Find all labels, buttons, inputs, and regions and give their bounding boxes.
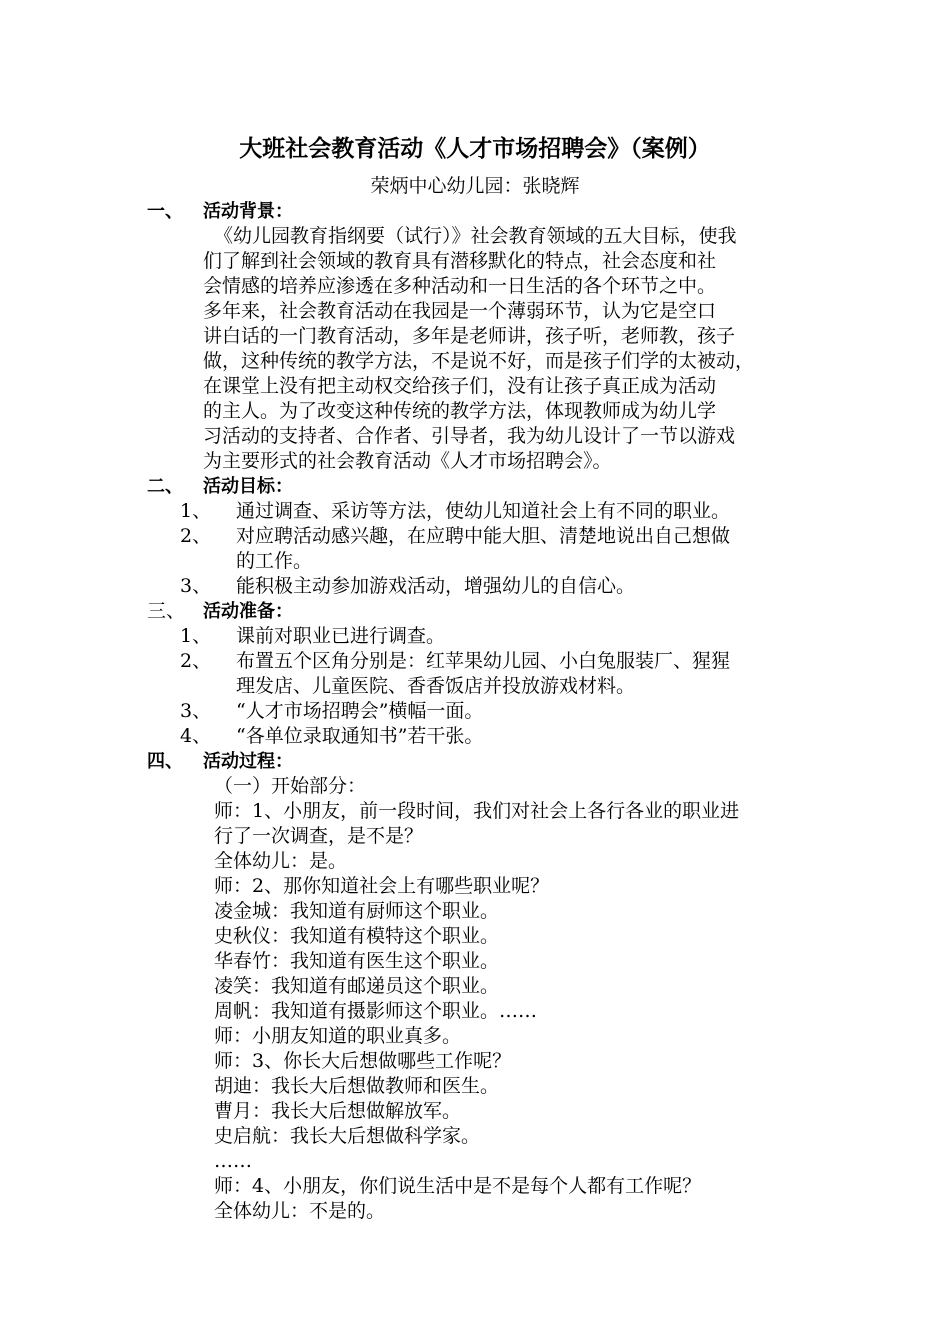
paragraph-line: 为主要形式的社会教育活动《人才市场招聘会》。 (203, 450, 612, 472)
list-item: 能积极主动参加游戏活动，增强幼儿的自信心。 (236, 575, 636, 597)
list-item-continuation: 理发店、儿童医院、香香饭店并投放游戏材料。 (236, 675, 636, 697)
list-number: 4、 (180, 725, 212, 747)
section-number: 三、 (147, 600, 186, 622)
dialogue-line: 曹月：我长大后想做解放军。 (214, 1100, 462, 1122)
list-number: 3、 (180, 575, 212, 597)
dialogue-line: 行了一次调查，是不是？ (214, 825, 424, 847)
dialogue-line: 华春竹：我知道有医生这个职业。 (214, 950, 500, 972)
paragraph-line: 在课堂上没有把主动权交给孩子们，没有让孩子真正成为活动 (203, 375, 717, 397)
list-number: 2、 (180, 525, 212, 547)
paragraph-line: 习活动的支持者、合作者、引导者，我为幼儿设计了一节以游戏 (203, 425, 736, 447)
dialogue-line: 师：2、那你知道社会上有哪些职业呢？ (214, 875, 550, 897)
subsection-heading: （一）开始部分： (214, 775, 367, 797)
dialogue-line: 师：1、小朋友，前一段时间，我们对社会上各行各业的职业进 (214, 800, 740, 822)
dialogue-line: 胡迪：我长大后想做教师和医生。 (214, 1075, 500, 1097)
dialogue-line: 凌金城：我知道有厨师这个职业。 (214, 900, 500, 922)
list-item: 通过调查、采访等方法，使幼儿知道社会上有不同的职业。 (236, 500, 731, 522)
section-heading-preparation: 活动准备： (203, 601, 293, 622)
list-item: 布置五个区角分别是：红苹果幼儿园、小白兔服装厂、猩猩 (236, 650, 731, 672)
list-item-continuation: 的工作。 (236, 550, 313, 572)
list-number: 1、 (180, 500, 212, 522)
paragraph-line: 的主人。为了改变这种传统的教学方法，体现教师成为幼儿学 (203, 400, 717, 422)
section-number: 四、 (147, 751, 183, 772)
document-title: 大班社会教育活动《人才市场招聘会》（案例） (239, 136, 711, 162)
section-heading-process: 活动过程： (203, 751, 293, 772)
paragraph-line: 们了解到社会领域的教育具有潜移默化的特点，社会态度和社 (203, 250, 717, 272)
dialogue-line: 师：4、小朋友，你们说生活中是不是每个人都有工作呢？ (214, 1175, 702, 1197)
dialogue-line: 凌笑：我知道有邮递员这个职业。 (214, 975, 500, 997)
section-number: 一、 (147, 201, 183, 222)
list-item: 课前对职业已进行调查。 (236, 625, 446, 647)
paragraph-line: 《幼儿园教育指纲要（试行）》社会教育领域的五大目标，使我 (214, 225, 737, 247)
list-item: 对应聘活动感兴趣，在应聘中能大胆、清楚地说出自己想做 (236, 525, 731, 547)
dialogue-line: 全体幼儿：是。 (214, 850, 348, 872)
list-item: “人才市场招聘会”横幅一面。 (236, 700, 484, 722)
dialogue-line: 周帆：我知道有摄影师这个职业。…… (214, 1000, 538, 1022)
paragraph-line: 会情感的培养应渗透在多种活动和一日生活的各个环节之中。 (203, 275, 717, 297)
paragraph-line: 多年来，社会教育活动在我园是一个薄弱环节，认为它是空口 (203, 300, 717, 322)
dialogue-line: 史启航：我长大后想做科学家。 (214, 1125, 481, 1147)
list-item: “各单位录取通知书”若干张。 (236, 725, 484, 747)
paragraph-line: 做，这种传统的教学方法，不是说不好，而是孩子们学的太被动， (203, 350, 755, 372)
dialogue-line: 全体幼儿：不是的。 (214, 1200, 386, 1222)
paragraph-line: 讲白话的一门教育活动，多年是老师讲，孩子听，老师教，孩子 (203, 325, 736, 347)
document-author: 荣炳中心幼儿园：张晓辉 (370, 175, 580, 197)
section-heading-background: 活动背景： (203, 201, 293, 222)
dialogue-line: 史秋仪：我知道有模特这个职业。 (214, 925, 500, 947)
list-number: 1、 (180, 625, 212, 647)
section-number: 二、 (147, 476, 183, 497)
list-number: 2、 (180, 650, 212, 672)
dialogue-line: …… (214, 1150, 252, 1172)
section-heading-goals: 活动目标： (203, 476, 293, 497)
dialogue-line: 师：3、你长大后想做哪些工作呢？ (214, 1050, 512, 1072)
dialogue-line: 师：小朋友知道的职业真多。 (214, 1025, 462, 1047)
list-number: 3、 (180, 700, 212, 722)
